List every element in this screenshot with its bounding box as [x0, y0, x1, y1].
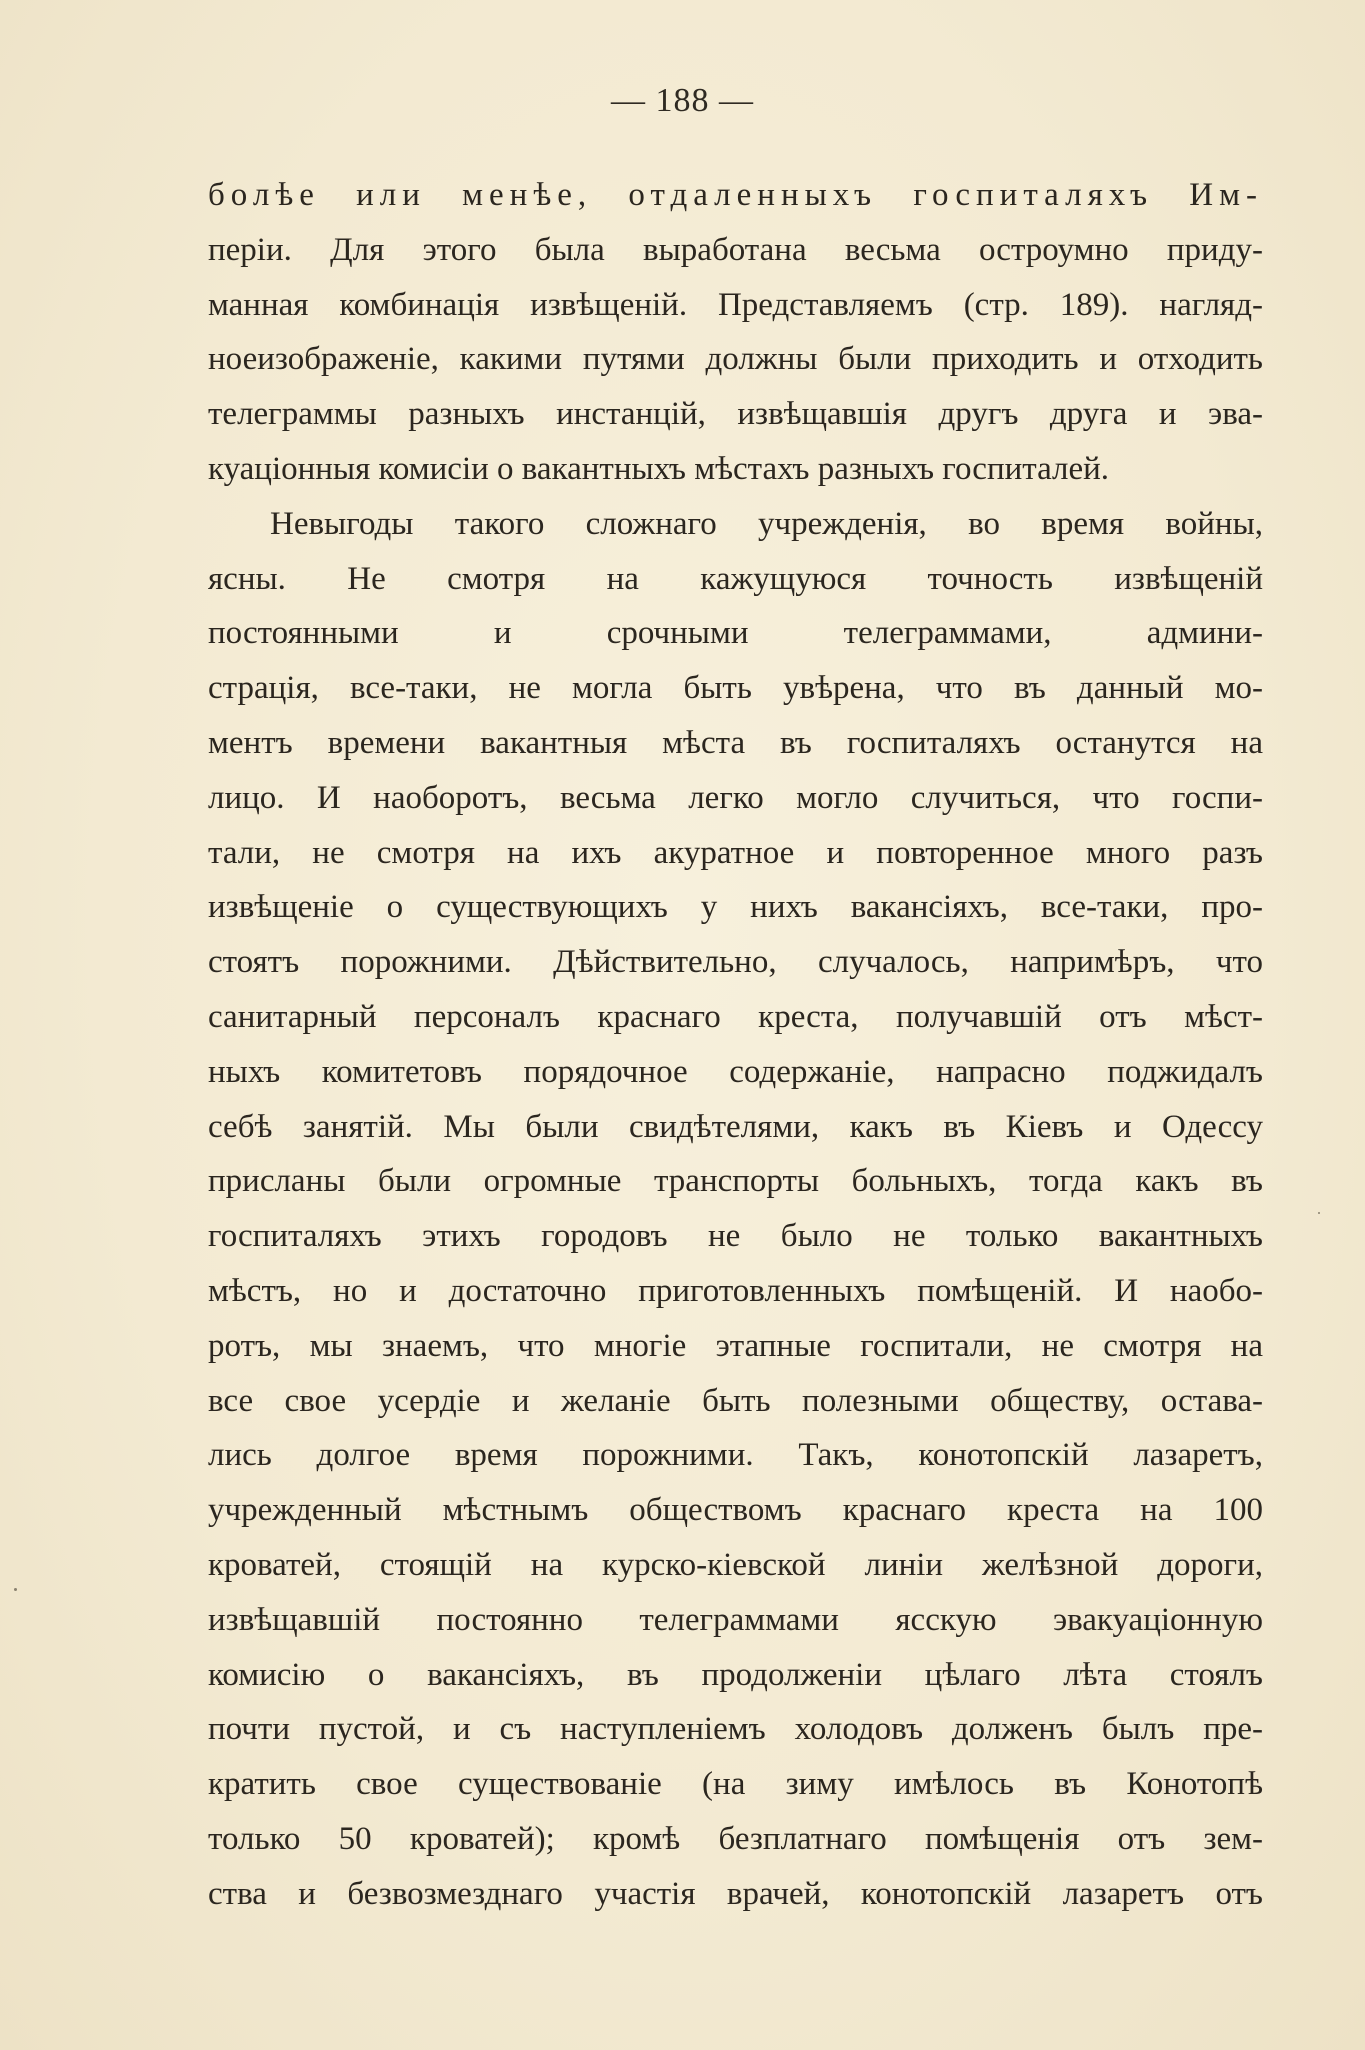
text-line: почти пустой, и съ наступленіемъ холодовъ долженъ былъ пре-: [208, 1711, 1263, 1748]
text-line: ментъ времени вакантныя мѣста въ госпиталяхъ останутся на: [208, 724, 1263, 761]
text-line: постоянными и срочными телеграммами, админи-: [208, 615, 1263, 652]
text-line: учрежденный мѣстнымъ обществомъ краснаго креста на 100: [208, 1492, 1263, 1529]
paper-speck: [14, 1588, 17, 1591]
text-line: тали, не смотря на ихъ акуратное и повторенное много разъ: [208, 834, 1263, 871]
text-line: все свое усердіе и желаніе быть полезными обществу, остава-: [208, 1382, 1263, 1419]
text-line: куаціонныя комисіи о вакантныхъ мѣстахъ разныхъ госпиталей.: [208, 450, 1110, 487]
text-line: санитарный персоналъ краснаго креста, получавшій отъ мѣст-: [208, 998, 1263, 1035]
text-line: присланы были огромные транспорты больныхъ, тогда какъ въ: [208, 1163, 1263, 1200]
text-line: страція, все-таки, не могла быть увѣрена, что въ данный мо-: [208, 670, 1263, 707]
text-line: ясны. Не смотря на кажущуюся точность извѣщеній: [208, 560, 1263, 597]
text-line: періи. Для этого была выработана весьма остроумно приду-: [208, 231, 1263, 268]
body-text: [208, 168, 1263, 1922]
paragraph: [208, 168, 1263, 497]
text-line: только 50 кроватей); кромѣ безплатнаго помѣщенія отъ зем-: [208, 1820, 1263, 1857]
text-line: извѣщеніе о существующихъ у нихъ вакансіяхъ, все-таки, про-: [208, 889, 1263, 926]
text-line: лись долгое время порожними. Такъ, конотопскій лазаретъ,: [208, 1437, 1263, 1474]
text-line: кратить свое существованіе (на зиму имѣлось въ Конотопѣ: [208, 1766, 1263, 1803]
paper-speck: [1318, 1212, 1320, 1214]
text-line: телеграммы разныхъ инстанцій, извѣщавшія другъ друга и эва-: [208, 396, 1263, 433]
text-line: извѣщавшій постоянно телеграммами ясскую эвакуаціонную: [208, 1601, 1263, 1638]
text-line: стоятъ порожними. Дѣйствительно, случалось, напримѣръ, что: [208, 944, 1263, 981]
text-line: госпиталяхъ этихъ городовъ не было не только вакантныхъ: [208, 1218, 1263, 1255]
text-line: мѣстъ, но и достаточно приготовленныхъ помѣщеній. И наобо-: [208, 1272, 1263, 1309]
text-line: комисію о вакансіяхъ, въ продолженіи цѣлаго лѣта стоялъ: [208, 1656, 1263, 1693]
text-line: Невыгоды такого сложнаго учрежденія, во время войны,: [270, 505, 1263, 542]
text-line: кроватей, стоящій на курско-кіевской линіи желѣзной дороги,: [208, 1546, 1263, 1583]
text-line: ротъ, мы знаемъ, что многіе этапные госпитали, не смотря на: [208, 1327, 1263, 1364]
text-line: ноеизображеніе, какими путями должны были приходить и отходить: [208, 341, 1263, 378]
paragraph: [208, 497, 1263, 1922]
text-line: ныхъ комитетовъ порядочное содержаніе, напрасно поджидалъ: [208, 1053, 1263, 1090]
text-line: манная комбинація извѣщеній. Представляемъ (стр. 189). нагляд-: [208, 286, 1263, 323]
text-line: болѣе или менѣе, отдаленныхъ госпиталяхъ Им-: [208, 177, 1263, 213]
text-line: себѣ занятій. Мы были свидѣтелями, какъ въ Кіевъ и Одессу: [208, 1108, 1263, 1145]
page-number: — 188 —: [611, 82, 754, 119]
text-line: ства и безвозмезднаго участія врачей, конотопскій лазаретъ отъ: [208, 1875, 1263, 1912]
text-line: лицо. И наоборотъ, весьма легко могло случиться, что госпи-: [208, 779, 1263, 816]
